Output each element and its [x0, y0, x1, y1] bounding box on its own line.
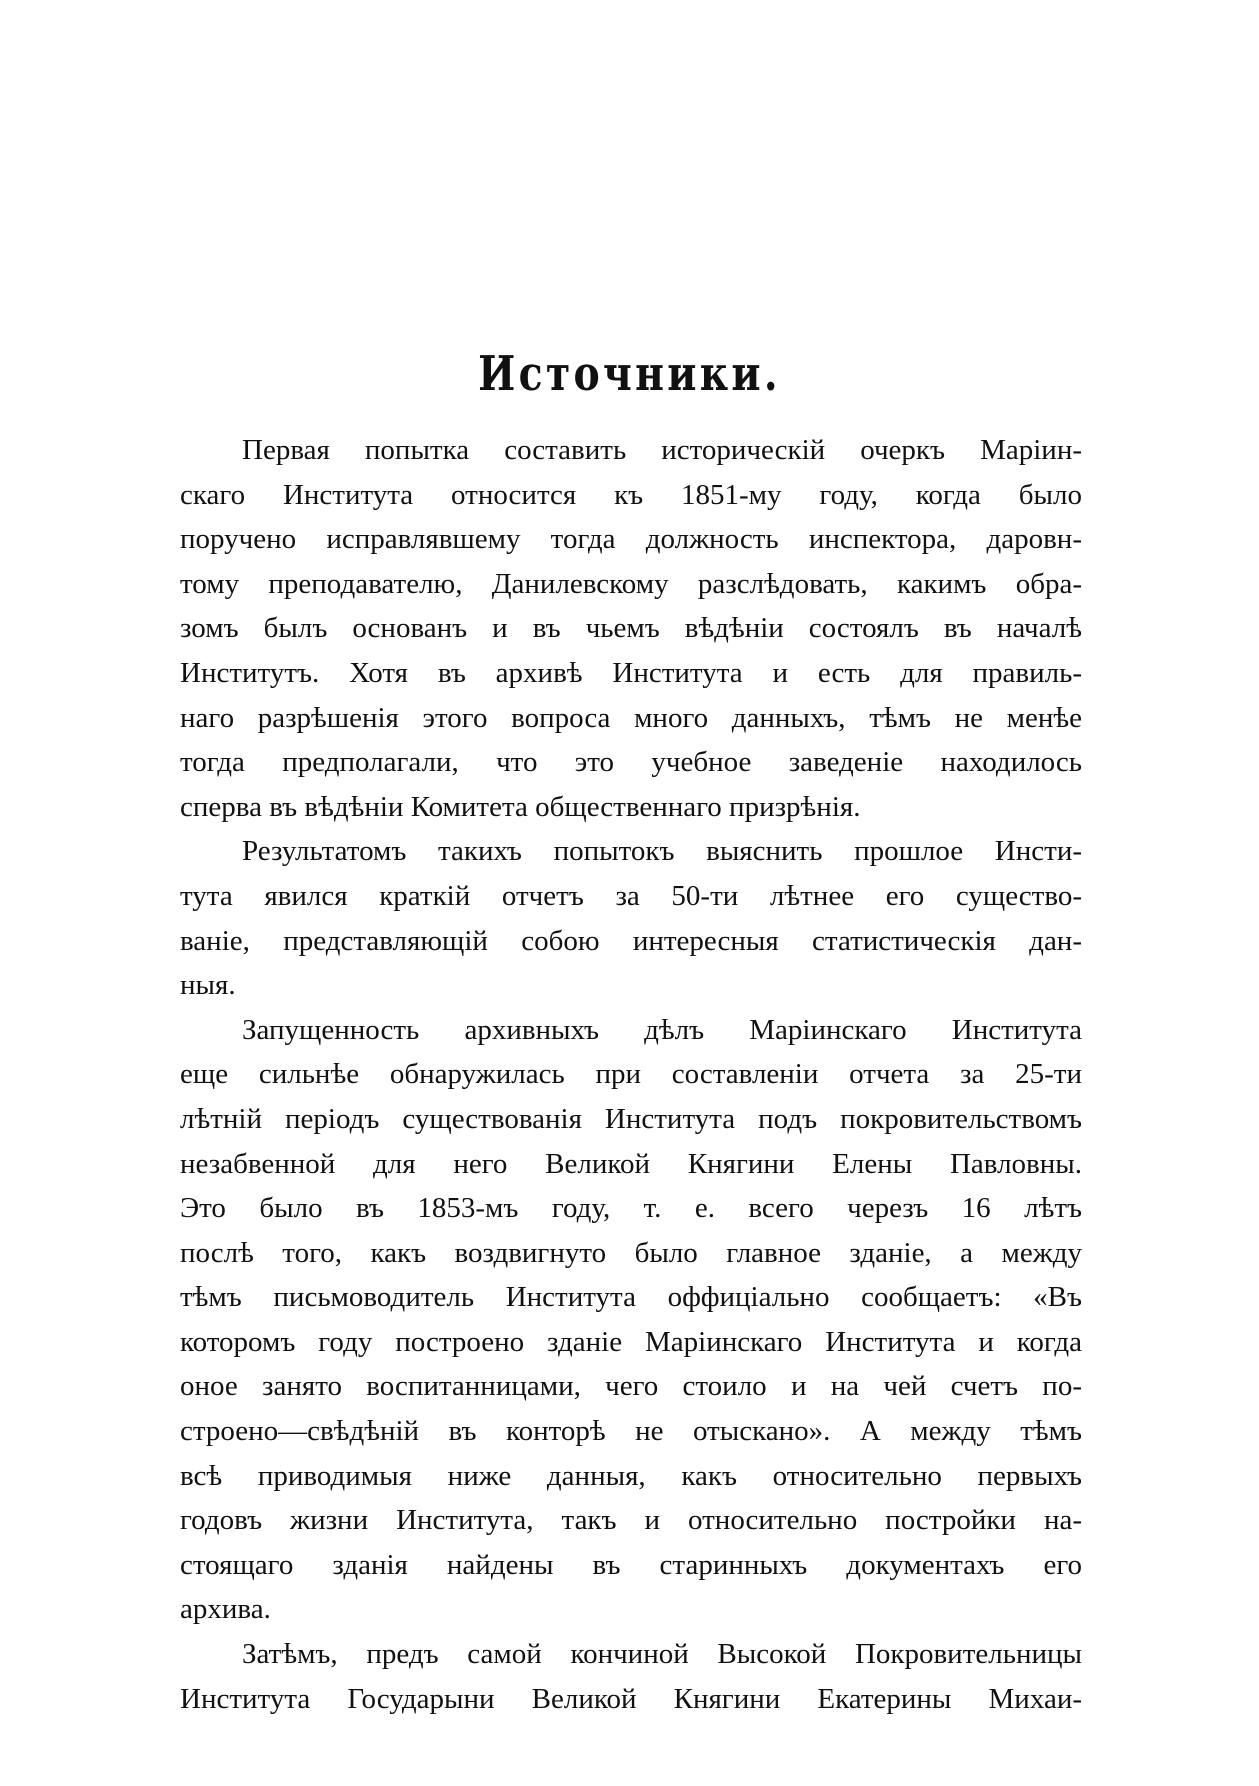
text-line: всѣ приводимыя ниже данныя, какъ относительно первыхъ: [180, 1459, 1082, 1492]
paragraph-4: [180, 1632, 1082, 1721]
text-line: наго разрѣшенія этого вопроса много данныхъ, тѣмъ не менѣе: [180, 701, 1082, 734]
text-line: тѣмъ письмоводитель Института оффиціально сообщаетъ: «Въ: [180, 1281, 1082, 1314]
paragraph-1: [180, 428, 1082, 829]
text-line: строено—свѣдѣній въ конторѣ не отыскано». А между тѣмъ: [180, 1415, 1082, 1448]
page-title: Источники.: [478, 346, 781, 402]
text-line: тута явился краткій отчетъ за 50-ти лѣтнее его существо-: [180, 879, 1082, 912]
text-line: Институтъ. Хотя въ архивѣ Института и есть для правиль-: [180, 656, 1082, 689]
body-text: [180, 428, 1082, 1721]
text-line: стоящаго зданія найдены въ старинныхъ документахъ его: [180, 1548, 1082, 1581]
text-line: незабвенной для него Великой Княгини Елены Павловны.: [180, 1147, 1082, 1180]
paragraph-2: [180, 829, 1082, 1007]
text-line: послѣ того, какъ воздвигнуто было главное зданіе, а между: [180, 1236, 1082, 1269]
text-line: Первая попытка составить историческій очеркъ Маріин-: [242, 434, 1082, 466]
text-line: оное занято воспитанницами, чего стоило и на чей счетъ по-: [180, 1370, 1082, 1403]
text-line: Затѣмъ, предъ самой кончиной Высокой Покровительницы: [242, 1638, 1082, 1671]
text-line: сперва въ вѣдѣніи Комитета общественнаго призрѣнія.: [180, 790, 861, 823]
text-line: лѣтній періодъ существованія Института подъ покровительствомъ: [180, 1102, 1082, 1135]
text-line: Это было въ 1853-мъ году, т. е. всего черезъ 16 лѣтъ: [180, 1192, 1082, 1225]
text-line: ныя.: [180, 969, 236, 1002]
text-line: ваніе, представляющій собою интересныя статистическія дан-: [180, 924, 1082, 957]
text-line: тогда предполагали, что это учебное заведеніе находилось: [180, 746, 1082, 779]
text-line: тому преподавателю, Данилевскому разслѣдовать, какимъ обра-: [180, 567, 1082, 600]
paragraph-3: [180, 1008, 1082, 1632]
text-line: скаго Института относится къ 1851-му году, когда было: [180, 478, 1082, 511]
text-line: Института Государыни Великой Княгини Екатерины Михаи-: [180, 1682, 1082, 1715]
text-line: поручено исправлявшему тогда должность инспектора, даровн-: [180, 523, 1082, 556]
text-line: архива.: [180, 1593, 271, 1626]
text-line: Запущенность архивныхъ дѣлъ Маріинскаго Института: [242, 1013, 1082, 1046]
text-line: которомъ году построено зданіе Маріинскаго Института и когда: [180, 1325, 1082, 1358]
text-line: Результатомъ такихъ попытокъ выяснить прошлое Инсти-: [242, 835, 1082, 868]
text-line: годовъ жизни Института, такъ и относительно постройки на-: [180, 1504, 1082, 1537]
text-line: еще сильнѣе обнаружилась при составленіи отчета за 25-ти: [180, 1058, 1082, 1091]
text-line: зомъ былъ основанъ и въ чьемъ вѣдѣніи состоялъ въ началѣ: [180, 612, 1082, 645]
